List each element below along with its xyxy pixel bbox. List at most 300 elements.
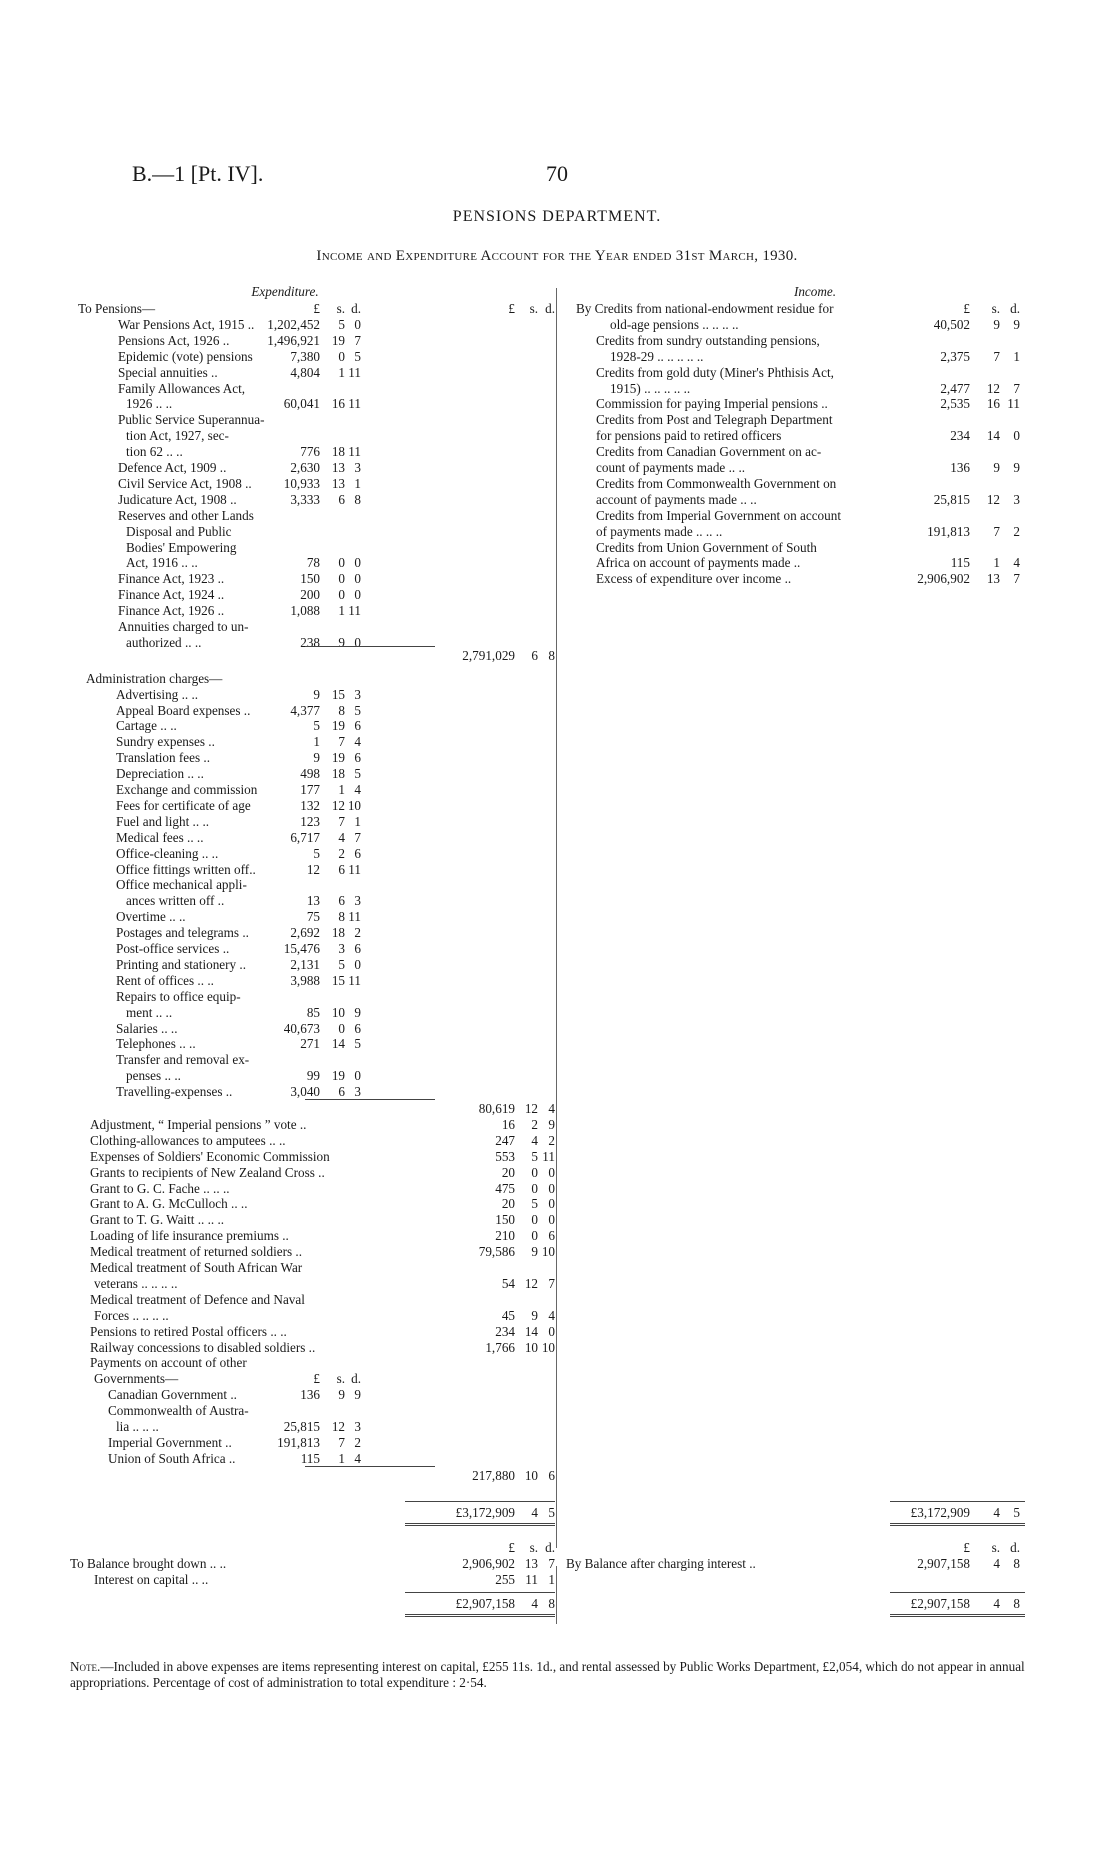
income-header-pence: d. — [1010, 301, 1020, 316]
amount-pence: 1 — [354, 813, 361, 829]
table-row — [0, 1212, 1114, 1228]
amount-shillings: 2 — [338, 845, 345, 861]
income-balance-header-shillings: s. — [991, 1540, 1000, 1555]
row-label: Credits from Union Government of South — [596, 539, 817, 555]
amount-pounds: 247 — [495, 1132, 515, 1148]
row-label: Payments on account of other — [90, 1355, 247, 1371]
amount-pounds: 475 — [495, 1180, 515, 1196]
amount-shillings: 8 — [338, 702, 345, 718]
amount-pounds: 1,202,452 — [267, 316, 320, 332]
table-row — [0, 941, 1114, 957]
amount-pence: 0 — [354, 1068, 361, 1084]
row-label: Credits from sundry outstanding pensions, — [596, 332, 820, 348]
amount-pounds: 177 — [300, 782, 320, 797]
table-row — [0, 317, 1114, 333]
pensions-heading: To Pensions— — [78, 301, 156, 316]
income-header-pounds: £ — [963, 301, 970, 316]
amount-shillings: 0 — [531, 1212, 538, 1228]
amount-shillings: 18 — [331, 925, 345, 941]
amount-pounds: 2,630 — [290, 460, 320, 475]
amount-shillings: 15 — [331, 686, 345, 702]
amount-pence: 5 — [354, 348, 361, 364]
table-row — [0, 476, 1114, 492]
row-label: Printing and stationery .. — [116, 956, 247, 972]
amount-pence: 6 — [354, 750, 361, 766]
row-label: Medical fees .. .. — [116, 829, 204, 845]
amount-shillings: 7 — [993, 523, 1000, 539]
row-label: Overtime .. .. — [116, 909, 186, 925]
balance-header-pounds: £ — [508, 1540, 515, 1555]
amount-pounds: 271 — [300, 1036, 320, 1052]
amount-pounds: 210 — [495, 1228, 515, 1244]
table-row — [0, 1244, 1114, 1260]
table-row — [0, 1196, 1114, 1212]
amount-pence: 0 — [354, 587, 361, 603]
amount-pounds: 136 — [950, 460, 970, 475]
total-rule — [305, 646, 435, 647]
header-inner-pounds: £ — [313, 301, 320, 316]
amount-shillings: 6 — [338, 491, 345, 507]
row-label: Finance Act, 1924 .. — [118, 587, 225, 603]
amount-pounds: 191,813 — [277, 1434, 320, 1450]
row-label: Fees for certificate of age — [116, 797, 251, 813]
amount-pounds: 10,933 — [283, 475, 320, 491]
amount-pence: 6 — [354, 718, 361, 734]
amount-shillings: 14 — [331, 1036, 345, 1052]
amount-pounds: 20 — [501, 1196, 515, 1212]
row-label: Translation fees .. — [116, 750, 211, 766]
table-row — [0, 1165, 1114, 1181]
amount-pounds: 99 — [306, 1068, 320, 1084]
admin-total-row — [0, 1101, 1114, 1117]
row-label: Medical treatment of Defence and Naval — [90, 1291, 305, 1307]
amount-pence: 6 — [548, 1228, 555, 1244]
row-label: Medical treatment of returned soldiers .. — [90, 1244, 303, 1260]
row-label: Act, 1916 .. .. — [126, 555, 198, 571]
pensions-total-pence: 8 — [548, 647, 555, 663]
amount-pounds: 238 — [300, 634, 320, 650]
amount-pence: 2 — [354, 925, 361, 941]
amount-pence: 2 — [354, 1434, 361, 1450]
row-label: count of payments made .. .. — [596, 460, 746, 475]
total-rule — [890, 1614, 1025, 1617]
row-label: Office mechanical appli- — [116, 877, 247, 893]
amount-pounds: 13 — [306, 893, 320, 909]
row-label: Expenses of Soldiers' Economic Commission — [90, 1148, 330, 1164]
amount-pounds: 15,476 — [283, 941, 320, 956]
row-label: Forces .. .. .. .. — [94, 1307, 169, 1323]
total-rule — [305, 1466, 435, 1467]
table-row — [0, 619, 1114, 635]
row-label: Grant to G. C. Fache .. .. .. — [90, 1180, 230, 1196]
row-label: Civil Service Act, 1908 .. — [118, 475, 252, 491]
amount-pence: 7 — [548, 1275, 555, 1291]
table-row — [0, 1387, 1114, 1403]
table-row — [0, 830, 1114, 846]
amount-shillings: 9 — [338, 1387, 345, 1403]
income-balance-total-pence: 8 — [1013, 1595, 1020, 1611]
amount-pence: 0 — [354, 555, 361, 571]
row-label: Adjustment, “ Imperial pensions ” vote .. — [90, 1116, 307, 1132]
table-row — [0, 782, 1114, 798]
amount-pence: 11 — [542, 1148, 555, 1164]
pensions-total-shillings: 6 — [531, 647, 538, 663]
amount-shillings: 9 — [531, 1244, 538, 1260]
amount-shillings: 13 — [986, 571, 1000, 587]
amount-pounds: 255 — [495, 1571, 515, 1587]
row-label: Salaries .. .. — [116, 1020, 178, 1036]
income-balance-total-row — [0, 1596, 1114, 1612]
amount-pence: 9 — [548, 1116, 555, 1132]
table-row — [0, 571, 1114, 587]
table-row — [0, 1572, 1114, 1588]
amount-pence: 4 — [1013, 555, 1020, 571]
amount-shillings: 14 — [986, 428, 1000, 444]
income-balance-total-pounds: £2,907,158 — [910, 1595, 970, 1611]
amount-shillings: 0 — [531, 1164, 538, 1180]
amount-shillings: 12 — [331, 1419, 345, 1434]
table-row — [0, 846, 1114, 862]
amount-shillings: 9 — [338, 634, 345, 650]
amount-pence: 0 — [548, 1323, 555, 1339]
amount-shillings: 4 — [531, 1132, 538, 1148]
amount-pence: 9 — [1013, 316, 1020, 332]
row-label: account of payments made .. .. — [596, 491, 757, 507]
table-row — [0, 428, 1114, 444]
amount-pence: 6 — [354, 941, 361, 956]
amount-shillings: 1 — [338, 603, 345, 619]
govts-total-pounds: 217,880 — [472, 1467, 515, 1483]
amount-pence: 10 — [541, 1339, 555, 1355]
amount-pence: 3 — [354, 1419, 361, 1434]
amount-pounds: 20 — [501, 1164, 515, 1180]
amount-pence: 6 — [354, 1020, 361, 1036]
row-label: Commonwealth of Austra- — [108, 1403, 249, 1419]
row-label: Credits from Imperial Government on account — [596, 507, 841, 523]
amount-pounds: 1,496,921 — [267, 332, 320, 348]
table-row — [0, 989, 1114, 1005]
amount-pounds: 78 — [306, 555, 320, 571]
amount-shillings: 10 — [331, 1004, 345, 1020]
amount-pence: 1 — [548, 1571, 555, 1587]
amount-shillings: 5 — [338, 316, 345, 332]
header-inner-shillings: s. — [336, 301, 345, 316]
amount-shillings: 19 — [331, 750, 345, 766]
amount-pounds: 2,906,902 — [462, 1555, 515, 1571]
amount-shillings: 7 — [338, 1434, 345, 1450]
row-label: Sundry expenses .. — [116, 734, 215, 750]
amount-pounds: 776 — [300, 444, 320, 460]
income-grand-total-shillings: 4 — [993, 1505, 1000, 1520]
row-label: 1926 .. .. — [126, 396, 173, 412]
amount-shillings: 9 — [993, 316, 1000, 332]
row-label: War Pensions Act, 1915 .. — [118, 316, 255, 332]
amount-shillings: 13 — [331, 475, 345, 491]
amount-pence: 9 — [1013, 460, 1020, 475]
amount-pounds: 2,535 — [940, 396, 970, 412]
amount-pence: 4 — [354, 734, 361, 750]
table-row — [0, 1005, 1114, 1021]
footnote-text: —Included in above expenses are items representing interest on capital, £255 11s. 1d., and rental assessed by Public Works Department, £2,054, which do not appear in annual appropriations. Percentage of cost of administration to total expenditure : 2·54. — [70, 1659, 1025, 1690]
row-label: Credits from gold duty (Miner's Phthisis Act, — [596, 364, 834, 380]
row-label: 1928-29 .. .. .. .. .. — [610, 348, 704, 364]
amount-pounds: 16 — [501, 1116, 515, 1132]
row-label: Epidemic (vote) pensions — [118, 348, 253, 364]
row-label: penses .. .. — [126, 1068, 181, 1084]
table-row — [0, 301, 1114, 317]
income-title: Income. — [793, 284, 837, 299]
department-heading: PENSIONS DEPARTMENT. — [452, 208, 662, 225]
header-outer-pounds: £ — [508, 301, 515, 316]
amount-pence: 7 — [354, 829, 361, 845]
amount-pounds: 1,088 — [290, 603, 320, 619]
row-label: of payments made .. .. .. — [596, 523, 723, 539]
table-row — [0, 333, 1114, 349]
row-label: Family Allowances Act, — [118, 380, 246, 396]
amount-shillings: 0 — [338, 571, 345, 587]
table-row — [0, 862, 1114, 878]
table-row — [0, 909, 1114, 925]
govts-total-row — [0, 1468, 1114, 1484]
amount-pounds: 75 — [306, 909, 320, 925]
expenditure-balance-total-shillings: 4 — [531, 1595, 538, 1611]
amount-shillings: 19 — [331, 718, 345, 734]
total-rule — [405, 1501, 555, 1502]
header-outer-pence: d. — [545, 301, 555, 316]
amount-shillings: 0 — [338, 555, 345, 571]
income-balance-currency-header — [0, 1540, 1114, 1556]
amount-pence: 11 — [348, 603, 361, 619]
amount-pence: 7 — [1013, 380, 1020, 396]
amount-shillings: 0 — [531, 1228, 538, 1244]
amount-pence: 8 — [1013, 1555, 1020, 1571]
row-label: Commission for paying Imperial pensions .. — [596, 396, 828, 412]
amount-pence: 3 — [354, 893, 361, 909]
amount-pence: 2 — [548, 1132, 555, 1148]
amount-shillings: 4 — [993, 1555, 1000, 1571]
total-rule — [405, 1592, 555, 1593]
amount-shillings: 18 — [331, 766, 345, 782]
amount-pence: 7 — [1013, 571, 1020, 587]
amount-pounds: 4,377 — [290, 702, 320, 718]
amount-pounds: 150 — [495, 1212, 515, 1228]
admin-heading-row — [0, 671, 1114, 687]
table-row — [0, 1355, 1114, 1371]
table-row — [0, 396, 1114, 412]
expenditure-balance-total-pence: 8 — [548, 1595, 555, 1611]
table-row — [0, 1324, 1114, 1340]
row-label: By Credits from national-endowment residue for — [576, 301, 834, 316]
table-row — [0, 1052, 1114, 1068]
row-label: Credits from Post and Telegraph Department — [596, 412, 833, 428]
govts-header-shillings: s. — [336, 1371, 345, 1387]
income-grand-total-row — [0, 1505, 1114, 1521]
header-outer-shillings: s. — [529, 301, 538, 316]
amount-pounds: 45 — [501, 1307, 515, 1323]
amount-pounds: 3,333 — [290, 491, 320, 507]
admin-heading: Administration charges— — [86, 670, 223, 686]
row-label: old-age pensions .. .. .. .. — [610, 316, 739, 332]
amount-pounds: 60,041 — [283, 396, 320, 412]
amount-shillings: 0 — [338, 587, 345, 603]
amount-pence: 8 — [354, 491, 361, 507]
row-label: Rent of offices .. .. — [116, 972, 214, 988]
row-label: 1915) .. .. .. .. .. — [610, 380, 691, 396]
amount-pounds: 79,586 — [478, 1244, 515, 1260]
amount-pounds: 234 — [495, 1323, 515, 1339]
amount-pounds: 498 — [300, 766, 320, 782]
row-label: Bodies' Empowering — [126, 539, 237, 555]
amount-pounds: 9 — [313, 750, 320, 766]
row-label: Travelling-expenses .. — [116, 1084, 233, 1100]
page-number: 70 — [546, 161, 568, 186]
amount-pounds: 40,502 — [933, 316, 970, 332]
row-label: Credits from Canadian Government on ac- — [596, 444, 822, 460]
amount-shillings: 7 — [338, 813, 345, 829]
total-rule — [305, 1099, 435, 1100]
amount-shillings: 11 — [525, 1571, 538, 1587]
income-grand-total-pounds: £3,172,909 — [910, 1505, 970, 1520]
row-label: Loading of life insurance premiums .. — [90, 1228, 289, 1244]
table-row — [0, 798, 1114, 814]
admin-total-shillings: 12 — [524, 1101, 538, 1116]
amount-pounds: 2,131 — [290, 956, 320, 972]
total-rule — [890, 1592, 1025, 1593]
amount-pounds: 85 — [306, 1004, 320, 1020]
amount-pounds: 7,380 — [290, 348, 320, 364]
row-label: ment .. .. — [126, 1004, 173, 1020]
table-row — [0, 814, 1114, 830]
amount-pence: 9 — [354, 1004, 361, 1020]
amount-pence: 6 — [354, 845, 361, 861]
table-row — [0, 973, 1114, 989]
table-row — [0, 460, 1114, 476]
row-label: tion Act, 1927, sec- — [126, 428, 229, 444]
row-label: Judicature Act, 1908 .. — [118, 491, 237, 507]
row-label: Governments— — [94, 1371, 179, 1387]
row-label: Imperial Government .. — [108, 1434, 232, 1450]
table-row — [0, 1133, 1114, 1149]
table-row — [0, 1340, 1114, 1356]
amount-pence: 0 — [548, 1212, 555, 1228]
amount-shillings: 5 — [338, 956, 345, 972]
amount-shillings: 15 — [331, 972, 345, 988]
row-label: for pensions paid to retired officers — [596, 428, 782, 444]
table-row — [0, 540, 1114, 556]
income-grand-total-pence: 5 — [1013, 1505, 1020, 1520]
row-label: Defence Act, 1909 .. — [118, 460, 227, 475]
amount-pence: 5 — [354, 766, 361, 782]
govts-header-pence: d. — [351, 1371, 361, 1387]
row-label: Public Service Superannua- — [118, 412, 265, 428]
amount-pence: 3 — [354, 686, 361, 702]
amount-pounds: 25,815 — [283, 1419, 320, 1434]
admin-total-pounds: 80,619 — [478, 1101, 515, 1116]
table-row — [0, 893, 1114, 909]
expenditure-title: Expenditure. — [251, 284, 319, 299]
govts-total-pence: 6 — [548, 1467, 555, 1483]
amount-pence: 0 — [548, 1180, 555, 1196]
table-row — [0, 444, 1114, 460]
table-row — [0, 1308, 1114, 1324]
row-label: ances written off .. — [126, 893, 225, 909]
table-row — [0, 1435, 1114, 1451]
amount-pence: 4 — [548, 1307, 555, 1323]
amount-shillings: 10 — [524, 1339, 538, 1355]
amount-shillings: 4 — [338, 829, 345, 845]
row-label: Africa on account of payments made .. — [596, 555, 801, 571]
row-label: Transfer and removal ex- — [116, 1052, 250, 1068]
amount-shillings: 16 — [986, 396, 1000, 412]
amount-shillings: 6 — [338, 861, 345, 877]
amount-shillings: 1 — [338, 364, 345, 380]
amount-shillings: 2 — [531, 1116, 538, 1132]
amount-pence: 11 — [348, 909, 361, 925]
amount-pence: 10 — [347, 797, 361, 813]
table-row — [0, 1419, 1114, 1435]
expenditure-grand-total-pounds: £3,172,909 — [455, 1505, 515, 1520]
row-label: To Balance brought down .. .. — [70, 1555, 227, 1571]
amount-shillings: 12 — [986, 380, 1000, 396]
amount-pounds: 191,813 — [927, 523, 970, 539]
amount-pounds: 25,815 — [933, 491, 970, 507]
amount-shillings: 1 — [338, 1450, 345, 1466]
row-label: Medical treatment of South African War — [90, 1260, 303, 1275]
table-row — [0, 734, 1114, 750]
row-label: veterans .. .. .. .. — [94, 1275, 178, 1291]
amount-shillings: 5 — [531, 1196, 538, 1212]
amount-pounds: 5 — [313, 845, 320, 861]
amount-pounds: 115 — [300, 1450, 320, 1466]
amount-pounds: 150 — [300, 571, 320, 587]
amount-pounds: 12 — [306, 861, 320, 877]
row-label: Clothing-allowances to amputees .. .. — [90, 1132, 286, 1148]
amount-pence: 3 — [354, 460, 361, 475]
amount-shillings: 1 — [338, 782, 345, 797]
income-balance-header-pence: d. — [1010, 1540, 1020, 1555]
amount-pounds: 40,673 — [283, 1020, 320, 1036]
amount-pence: 4 — [354, 782, 361, 797]
table-row — [0, 1403, 1114, 1419]
amount-pounds: 9 — [313, 686, 320, 702]
amount-shillings: 6 — [338, 893, 345, 909]
table-row — [0, 957, 1114, 973]
table-row — [0, 1292, 1114, 1308]
table-row — [0, 587, 1114, 603]
row-label: Special annuities .. — [118, 364, 218, 380]
amount-pounds: 234 — [950, 428, 970, 444]
amount-pounds: 553 — [495, 1148, 515, 1164]
row-label: Office-cleaning .. .. — [116, 845, 219, 861]
amount-pence: 1 — [1013, 348, 1020, 364]
amount-pence: 2 — [1013, 523, 1020, 539]
amount-pence: 1 — [354, 475, 361, 491]
amount-shillings: 3 — [338, 941, 345, 956]
amount-pounds: 115 — [950, 555, 970, 571]
amount-pence: 0 — [548, 1196, 555, 1212]
amount-pence: 11 — [1007, 396, 1020, 412]
document-reference: B.—1 [Pt. IV]. — [132, 161, 264, 186]
row-label: Annuities charged to un- — [118, 619, 249, 634]
amount-shillings: 16 — [331, 396, 345, 412]
row-label: Grants to recipients of New Zealand Cross .. — [90, 1164, 325, 1180]
row-label: Depreciation .. .. — [116, 766, 204, 782]
table-row — [0, 703, 1114, 719]
table-row — [0, 381, 1114, 397]
income-balance-header-pounds: £ — [963, 1540, 970, 1555]
amount-shillings: 12 — [986, 491, 1000, 507]
table-row — [0, 1276, 1114, 1292]
